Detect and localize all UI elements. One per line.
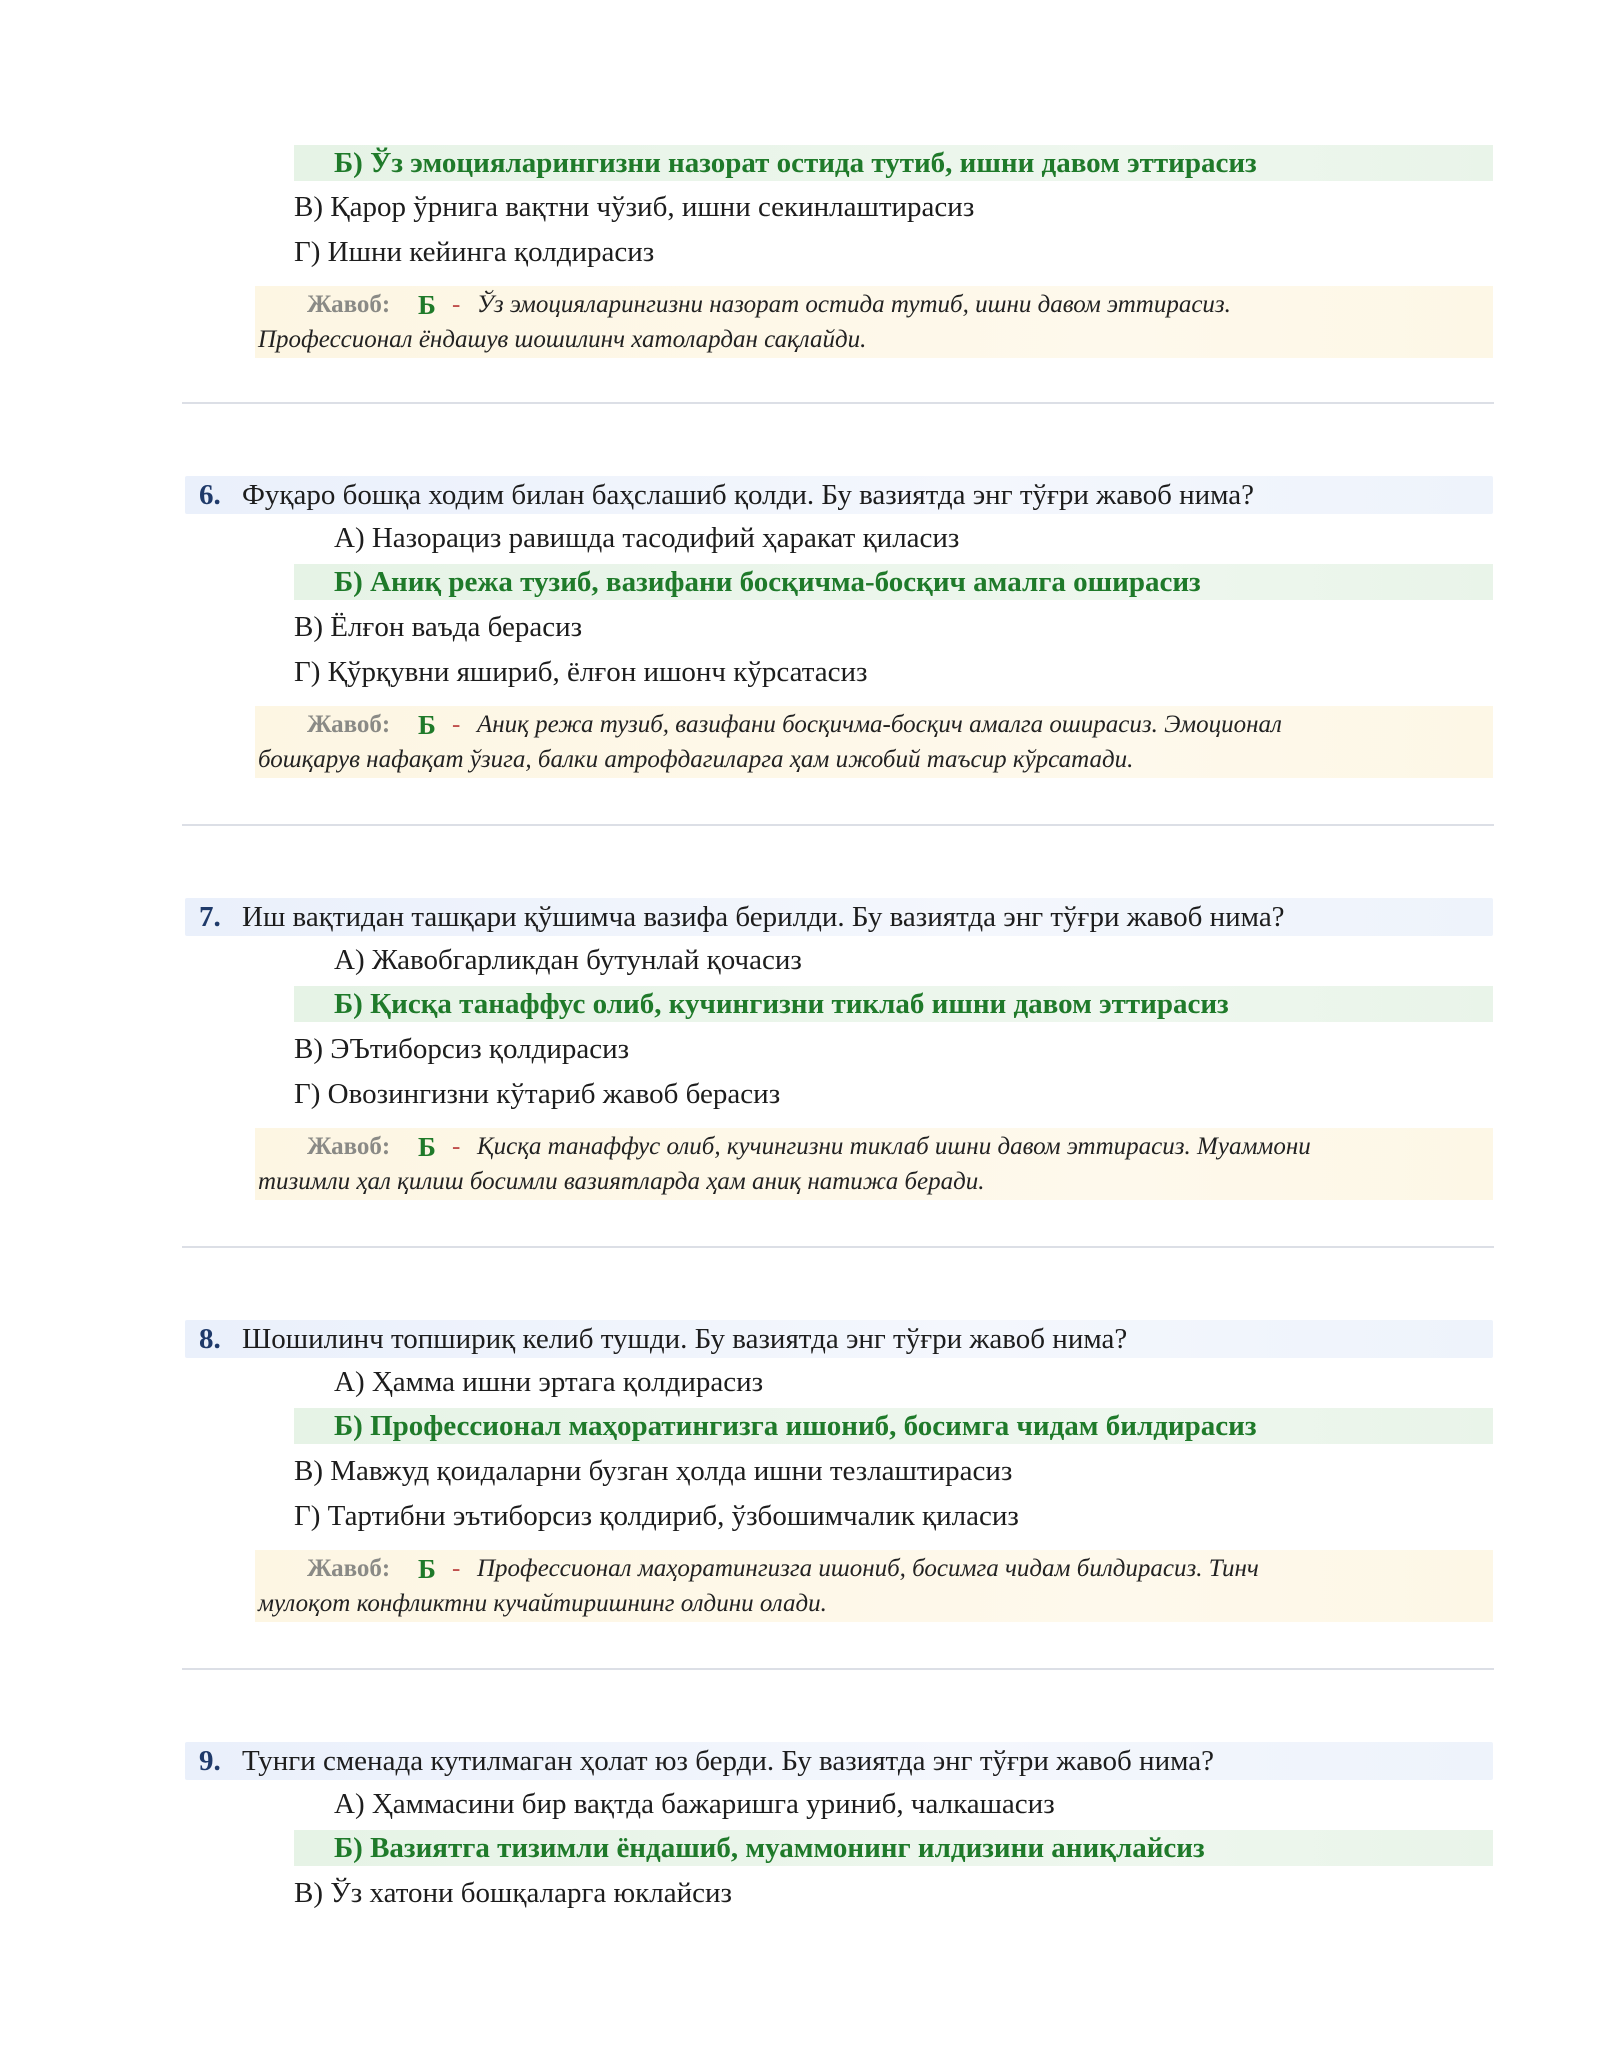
correct-option-text: Б) Вазиятга тизимли ёндашиб, муаммонинг илдизини аниқлайсиз [334,1832,1205,1864]
question-header [185,1320,1493,1358]
question-text: Тунги сменада кутилмаган ҳолат юз берди. Бу вазиятда энг тўғри жавоб нима? [242,1745,1214,1777]
answer-dash: - [452,1555,461,1582]
question-text: Шошилинч топшириқ келиб тушди. Бу вазиятда энг тўғри жавоб нима? [242,1323,1128,1355]
option-v: В) ЭЪтиборсиз қолдирасиз [294,1033,630,1065]
answer-letter: Б [418,1132,436,1162]
answer-box [255,706,1493,778]
question-header [185,898,1493,936]
answer-label: Жавоб: [307,1133,391,1160]
question-header [185,1742,1493,1780]
answer-line-2: тизимли ҳал қилиш босимли вазиятларда ҳам аниқ натижа беради. [258,1168,985,1195]
answer-text: Ўз эмоцияларингизни назорат остида тутиб, ишни давом эттирасиз. [477,291,1231,318]
divider [182,1668,1494,1670]
answer-dash: - [452,711,461,738]
correct-option-text: Б) Аниқ режа тузиб, вазифани босқичма-босқич амалга оширасиз [334,566,1201,598]
option-g: Г) Қўрқувни яшириб, ёлғон ишонч кўрсатасиз [294,656,868,688]
answer-box [255,286,1493,358]
answer-text: Профессионал маҳоратингизга ишониб, босимга чидам билдирасиз. Тинч [477,1555,1259,1582]
correct-option-text: Б) Ўз эмоцияларингизни назорат остида тутиб, ишни давом эттирасиз [334,147,1257,179]
correct-option [294,1830,1493,1866]
option-v: В) Ўз хатони бошқаларга юклайсиз [294,1877,732,1909]
divider [182,824,1494,826]
option-g: Г) Овозингизни кўтариб жавоб берасиз [294,1078,781,1110]
answer-line-2: мулоқот конфликтни кучайтиришнинг олдини олади. [258,1590,827,1617]
option-a: А) Жавобгарликдан бутунлай қочасиз [334,944,802,976]
option-a: А) Назорациз равишда тасодифий ҳаракат қиласиз [334,522,960,554]
option-g: Г) Ишни кейинга қолдирасиз [294,236,655,268]
option-v: В) Қарор ўрнига вақтни чўзиб, ишни секинлаштирасиз [294,191,975,223]
correct-option [294,1408,1493,1444]
correct-option-text: Б) Қисқа танаффус олиб, кучингизни тиклаб ишни давом эттирасиз [334,988,1229,1020]
correct-option [294,986,1493,1022]
question-number: 6. [199,479,221,511]
question-header [185,476,1493,514]
correct-option [294,145,1493,181]
answer-dash: - [452,291,461,318]
answer-line-2: бошқарув нафақат ўзига, балки атрофдагиларга ҳам ижобий таъсир кўрсатади. [258,746,1134,773]
answer-dash: - [452,1133,461,1160]
answer-text: Аниқ режа тузиб, вазифани босқичма-босқич амалга оширасиз. Эмоционал [477,711,1282,738]
divider [182,1246,1494,1248]
answer-label: Жавоб: [307,711,391,738]
question-number: 7. [199,901,221,933]
option-a: А) Ҳаммасини бир вақтда бажаришга уриниб, чалкашасиз [334,1788,1055,1820]
answer-text: Қисқа танаффус олиб, кучингизни тиклаб ишни давом эттирасиз. Муаммони [477,1133,1311,1160]
divider [182,402,1494,404]
answer-line-2: Профессионал ёндашув шошилинч хатолардан сақлайди. [258,326,867,353]
answer-letter: Б [418,1554,436,1584]
answer-letter: Б [418,710,436,740]
option-g: Г) Тартибни эътиборсиз қолдириб, ўзбошимчалик қиласиз [294,1500,1019,1532]
correct-option-text: Б) Профессионал маҳоратингизга ишониб, босимга чидам билдирасиз [334,1410,1257,1442]
question-text: Иш вақтидан ташқари қўшимча вазифа берилди. Бу вазиятда энг тўғри жавоб нима? [242,901,1285,933]
option-v: В) Ёлғон ваъда берасиз [294,611,583,643]
question-number: 9. [199,1745,221,1777]
option-a: А) Ҳамма ишни эртага қолдирасиз [334,1366,764,1398]
answer-letter: Б [418,290,436,320]
answer-box [255,1550,1493,1622]
answer-label: Жавоб: [307,291,391,318]
question-text: Фуқаро бошқа ходим билан баҳслашиб қолди. Бу вазиятда энг тўғри жавоб нима? [242,479,1255,511]
answer-box [255,1128,1493,1200]
correct-option [294,564,1493,600]
answer-label: Жавоб: [307,1555,391,1582]
option-v: В) Мавжуд қоидаларни бузган ҳолда ишни тезлаштирасиз [294,1455,1013,1487]
question-number: 8. [199,1323,221,1355]
